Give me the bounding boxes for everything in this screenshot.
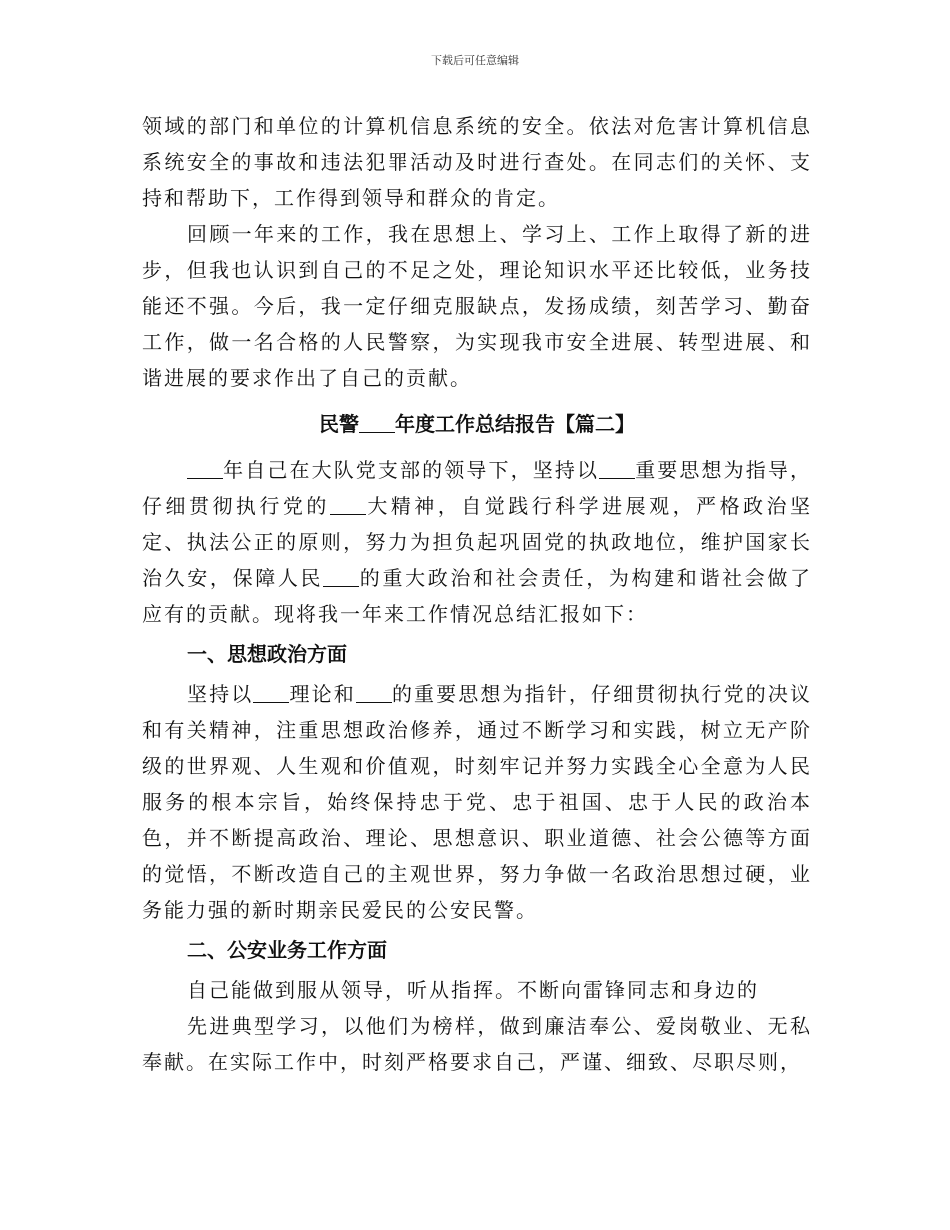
intro-text-2: 重要思想为指导，仔细贯彻执行党的 (142, 458, 813, 518)
fill-blank (253, 680, 289, 703)
fill-blank (330, 492, 366, 515)
intro-text-1: 年自己在大队党支部的领导下，坚持以 (223, 458, 600, 482)
section-title (142, 406, 812, 442)
fill-blank (356, 680, 392, 703)
heading-politics: 一、思想政治方面 (187, 642, 347, 666)
paragraph-intro (142, 452, 812, 632)
heading-business: 二、公安业务工作方面 (187, 938, 387, 962)
title-prefix: 民警 (319, 412, 359, 436)
politics-text-1: 坚持以 (187, 682, 254, 706)
paragraph-business-1: 自己能做到服从领导，听从指挥。不断向雷锋同志和身边的 (187, 978, 759, 1002)
paragraph-business-2: 先进典型学习，以他们为榜样，做到廉洁奉公、爱岗敬业、无私奉献。在实际工作中，时刻严格要求自己，严谨、细致、尽职尽则， (142, 1014, 812, 1074)
title-suffix: 年度工作总结报告【篇二】 (395, 412, 635, 436)
fill-blank (359, 410, 395, 433)
intro-text-3: 大精神，自觉践行科学进展观，严格政治坚定、执法公正的原则，努力为担负起巩固党的执政地位，维护国家长治久安，保障人民 (142, 494, 813, 590)
politics-text-2: 理论和 (289, 682, 356, 706)
paragraph-politics (142, 676, 812, 928)
fill-blank (323, 564, 359, 587)
paragraph-review: 回顾一年来的工作，我在思想上、学习上、工作上取得了新的进步，但我也认识到自己的不足之处，理论知识水平还比较低，业务技能还不强。今后，我一定仔细克服缺点，发扬成绩，刻苦学习、勤奋工作，做一名合格的人民警察，为实现我市安全进展、转型进展、和谐进展的要求作出了自己的贡献。 (142, 222, 812, 390)
document-body (142, 108, 812, 1080)
intro-text-4: 的重大政治和社会责任，为构建和谐社会做了应有的贡献。现将我一年来工作情况总结汇报如下： (142, 566, 813, 626)
page-header: 下载后可任意编辑 (431, 54, 519, 67)
fill-blank (599, 456, 635, 479)
fill-blank (187, 456, 223, 479)
paragraph-continuation: 领域的部门和单位的计算机信息系统的安全。依法对危害计算机信息系统安全的事故和违法犯罪活动及时进行查处。在同志们的关怀、支持和帮助下，工作得到领导和群众的肯定。 (142, 114, 812, 210)
politics-text-3: 的重要思想为指针，仔细贯彻执行党的决议和有关精神，注重思想政治修养，通过不断学习和实践，树立无产阶级的世界观、人生观和价值观，时刻牢记并努力实践全心全意为人民服务的根本宗旨，始终保持忠于党、忠于祖国、忠于人民的政治本色，并不断提高政治、理论、思想意识、职业道德、社会公德等方面的觉悟，不断改造自己的主观世界，努力争做一名政治思想过硬，业务能力强的新时期亲民爱民的公安民警。 (142, 682, 813, 922)
